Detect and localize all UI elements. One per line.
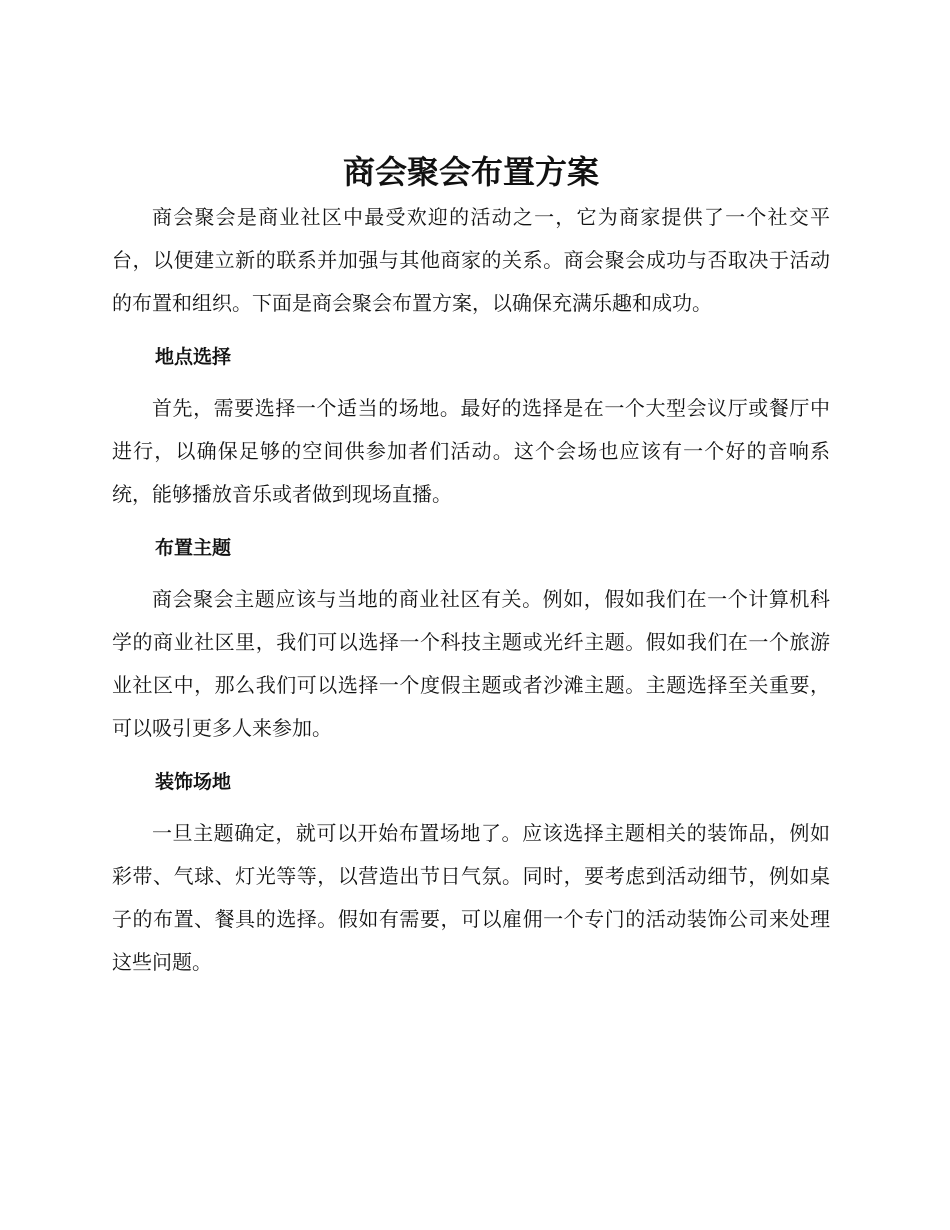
- section-heading-location: 地点选择: [155, 346, 232, 368]
- section-heading-decoration: 装饰场地: [155, 771, 232, 793]
- intro-paragraph: 商会聚会是商业社区中最受欢迎的活动之一，它为商家提供了一个社交平台，以便建立新的联系并加强与其他商家的关系。商会聚会成功与否取决于活动的布置和组织。下面是商会聚会布置方案，以确保充满乐趣和成功。: [112, 205, 830, 315]
- document-title: 商会聚会布置方案: [342, 153, 599, 191]
- section-body-decoration: 一旦主题确定，就可以开始布置场地了。应该选择主题相关的装饰品，例如彩带、气球、灯光等等，以营造出节日气氛。同时，要考虑到活动细节，例如桌子的布置、餐具的选择。假如有需要，可以雇佣一个专门的活动装饰公司来处理这些问题。: [112, 821, 830, 974]
- section-body-theme: 商会聚会主题应该与当地的商业社区有关。例如，假如我们在一个计算机科学的商业社区里，我们可以选择一个科技主题或光纤主题。假如我们在一个旅游业社区中，那么我们可以选择一个度假主题或者沙滩主题。主题选择至关重要，可以吸引更多人来参加。: [112, 587, 830, 740]
- section-heading-theme: 布置主题: [155, 537, 232, 559]
- document-page: [112, 150, 830, 984]
- section-body-location: 首先，需要选择一个适当的场地。最好的选择是在一个大型会议厅或餐厅中进行，以确保足够的空间供参加者们活动。这个会场也应该有一个好的音响系统，能够播放音乐或者做到现场直播。: [112, 396, 830, 506]
